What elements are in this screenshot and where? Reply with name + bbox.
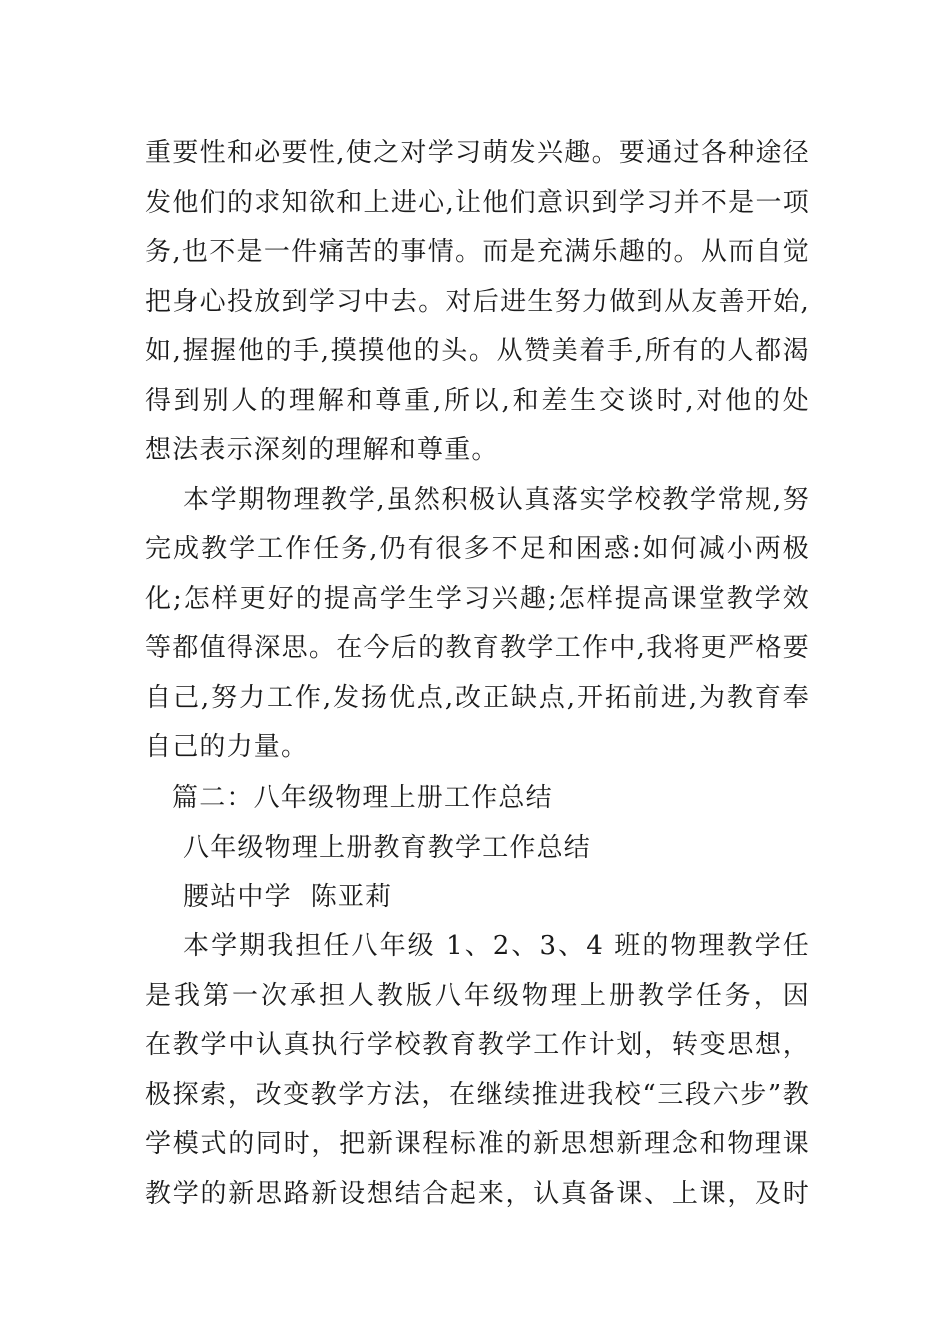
paragraph-line: 化;怎样更好的提高学生学习兴趣;怎样提高课堂教学效 <box>145 584 810 614</box>
paragraph-line: 是我第一次承担人教版八年级物理上册教学任务，因 <box>145 981 810 1011</box>
paragraph-line: 务,也不是一件痛苦的事情。而是充满乐趣的。从而自觉 <box>145 237 810 267</box>
paragraph-line: 本学期我担任八年级 1、2、3、4 班的物理教学任 <box>183 931 810 961</box>
paragraph-line: 发他们的求知欲和上进心,让他们意识到学习并不是一项 <box>145 188 810 218</box>
paragraph-line: 自己,努力工作,发扬优点,改正缺点,开拓前进,为教育奉 <box>145 683 810 713</box>
paragraph-line: 如,握握他的手,摸摸他的头。从赞美着手,所有的人都渴 <box>145 336 810 366</box>
article-title: 八年级物理上册教育教学工作总结 <box>183 833 592 863</box>
paragraph-line: 想法表示深刻的理解和尊重。 <box>145 435 499 465</box>
paragraph-line: 完成教学工作任务,仍有很多不足和困惑:如何减小两极 <box>145 534 810 564</box>
paragraph-line: 在教学中认真执行学校教育教学工作计划，转变思想， <box>145 1030 810 1060</box>
author-line: 腰站中学 陈亚莉 <box>183 882 393 912</box>
paragraph-line: 等都值得深思。在今后的教育教学工作中,我将更严格要 <box>145 633 810 663</box>
paragraph-line: 学模式的同时，把新课程标准的新思想新理念和物理课 <box>145 1129 810 1159</box>
paragraph-line: 重要性和必要性,使之对学习萌发兴趣。要通过各种途径 <box>145 138 810 168</box>
paragraph-line: 教学的新思路新设想结合起来，认真备课、上课，及时 <box>145 1179 810 1209</box>
section-heading: 篇二：八年级物理上册工作总结 <box>172 783 553 813</box>
paragraph-line: 极探索，改变教学方法，在继续推进我校“三段六步”教 <box>145 1080 810 1110</box>
paragraph-line: 把身心投放到学习中去。对后进生努力做到从友善开始, <box>145 287 810 317</box>
paragraph-line: 自己的力量。 <box>145 732 309 762</box>
paragraph-line: 本学期物理教学,虽然积极认真落实学校教学常规,努 <box>183 485 810 515</box>
paragraph-line: 得到别人的理解和尊重,所以,和差生交谈时,对他的处 <box>145 386 810 416</box>
